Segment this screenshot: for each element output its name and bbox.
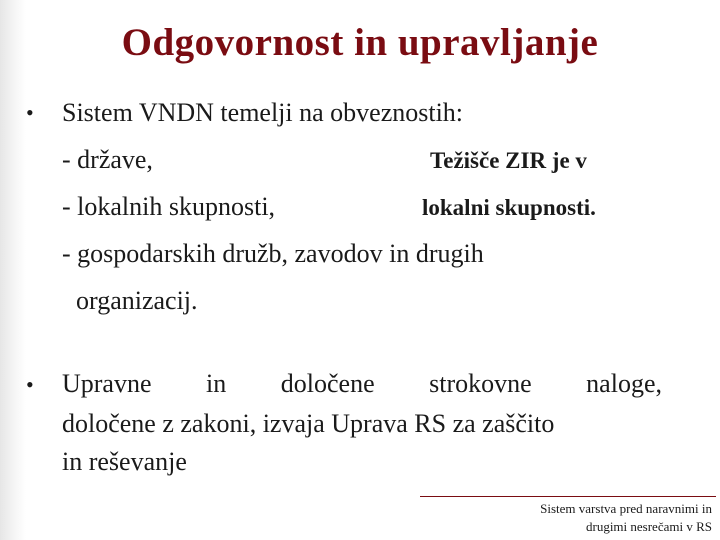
note-line-2: lokalni skupnosti. [422, 195, 596, 220]
bullet2-line-2: določene z zakoni, izvaja Uprava RS za zaščito [62, 409, 555, 438]
bullet-marker-2: • [26, 372, 34, 397]
bullet1-lead: Sistem VNDN temelji na obveznostih: [62, 98, 464, 127]
footer-rule [420, 496, 716, 497]
bullet1-item-state: - države, [62, 145, 153, 174]
footer-line-1: Sistem varstva pred naravnimi in [540, 501, 712, 516]
note-line-1: Težišče ZIR je v [430, 148, 587, 173]
bullet2-line-1: Upravne in določene strokovne naloge, [62, 369, 662, 398]
bullet1-item-companies: - gospodarskih družb, zavodov in drugih [62, 239, 484, 268]
bullet-marker-1: • [26, 100, 34, 125]
bullet2-line-3: in reševanje [62, 447, 187, 476]
footer-caption [492, 500, 712, 536]
slide-title: Odgovornost in upravljanje [121, 21, 599, 64]
slide-left-shade [0, 0, 26, 540]
footer-line-2: drugimi nesrečami v RS [585, 519, 712, 534]
bullet1-item-local: - lokalnih skupnosti, [62, 192, 276, 221]
bullet1-item-organizations: organizacij. [76, 286, 198, 315]
